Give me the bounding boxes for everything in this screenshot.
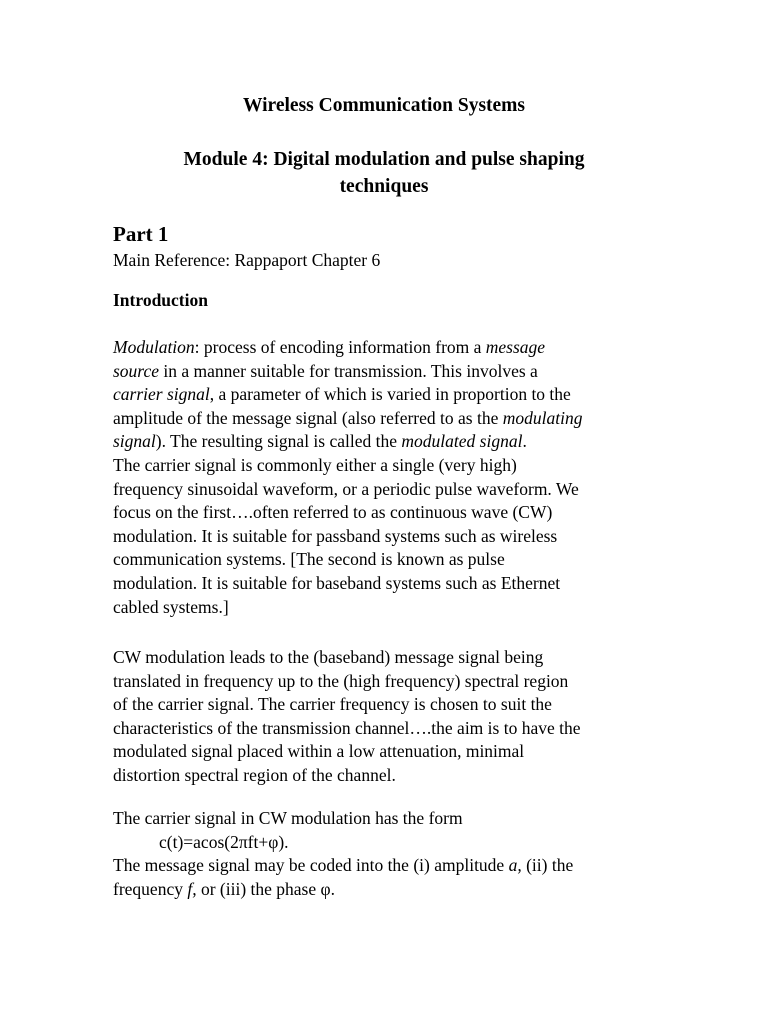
text-line: CW modulation leads to the (baseband) message signal being xyxy=(113,647,544,667)
term-a: a, xyxy=(508,855,522,876)
text-line: communication systems. [The second is known as pulse xyxy=(113,549,505,570)
term-f: f, xyxy=(187,878,197,899)
paragraph-carrier-form xyxy=(113,807,673,901)
text-line: modulated signal placed within a low attenuation, minimal xyxy=(113,741,525,762)
text-line xyxy=(113,430,673,454)
text-line: focus on the first….often referred to as continuous wave (CW) xyxy=(113,502,553,523)
text-line: frequency sinusoidal waveform, or a periodic pulse waveform. We xyxy=(113,478,579,499)
module-title-line1: Module 4: Digital modulation and pulse shaping xyxy=(183,149,585,170)
text-span: or (iii) the phase φ. xyxy=(196,878,335,899)
text-line: of the carrier signal. The carrier frequency is chosen to suit the xyxy=(113,694,552,715)
text-span: frequency xyxy=(113,878,188,899)
module-title-line2: techniques xyxy=(339,176,429,197)
carrier-formula: c(t)=acos(2πft+φ). xyxy=(159,831,289,852)
paragraph-cw-modulation xyxy=(113,646,673,788)
text-line: The carrier signal is commonly either a single (very high) xyxy=(113,454,517,475)
text-span: . xyxy=(522,431,527,452)
document-title: Wireless Communication Systems xyxy=(242,95,526,116)
main-reference: Main Reference: Rappaport Chapter 6 xyxy=(113,250,381,270)
text-line: translated in frequency up to the (high frequency) spectral region xyxy=(113,670,569,691)
term-source: source xyxy=(113,360,160,381)
introduction-heading: Introduction xyxy=(113,290,208,310)
text-line xyxy=(113,878,673,902)
text-span: , a parameter of which is varied in proportion to the xyxy=(209,384,571,405)
text-span: The message signal may be coded into the (i) amplitude xyxy=(113,855,509,876)
text-span: ). The resulting signal is called the xyxy=(155,431,402,452)
text-line xyxy=(113,360,673,384)
text-line: cabled systems.] xyxy=(113,596,229,617)
part-heading: Part 1 xyxy=(113,222,169,246)
text-line xyxy=(113,854,673,878)
term-signal: signal xyxy=(113,431,156,452)
paragraph-modulation-definition xyxy=(113,336,673,619)
term-modulating: modulating xyxy=(502,407,583,428)
text-line: characteristics of the transmission channel….the aim is to have the xyxy=(113,717,581,738)
text-span: (ii) the xyxy=(521,855,574,876)
term-carrier-signal: carrier signal xyxy=(113,384,210,405)
term-modulation: Modulation xyxy=(113,337,195,357)
text-line: The carrier signal in CW modulation has the form xyxy=(113,808,463,828)
text-span: in a manner suitable for transmission. This involves a xyxy=(159,360,538,381)
text-line xyxy=(113,407,673,431)
text-line: distortion spectral region of the channel. xyxy=(113,764,396,785)
text-span: amplitude of the message signal (also referred to as the xyxy=(113,407,503,428)
text-line xyxy=(113,383,673,407)
text-line: modulation. It is suitable for baseband systems such as Ethernet xyxy=(113,572,561,593)
text-span: : process of encoding information from a xyxy=(194,337,486,357)
term-modulated-signal: modulated signal xyxy=(401,431,523,452)
term-message: message xyxy=(485,337,546,357)
text-line: modulation. It is suitable for passband systems such as wireless xyxy=(113,525,558,546)
text-line xyxy=(113,336,673,360)
